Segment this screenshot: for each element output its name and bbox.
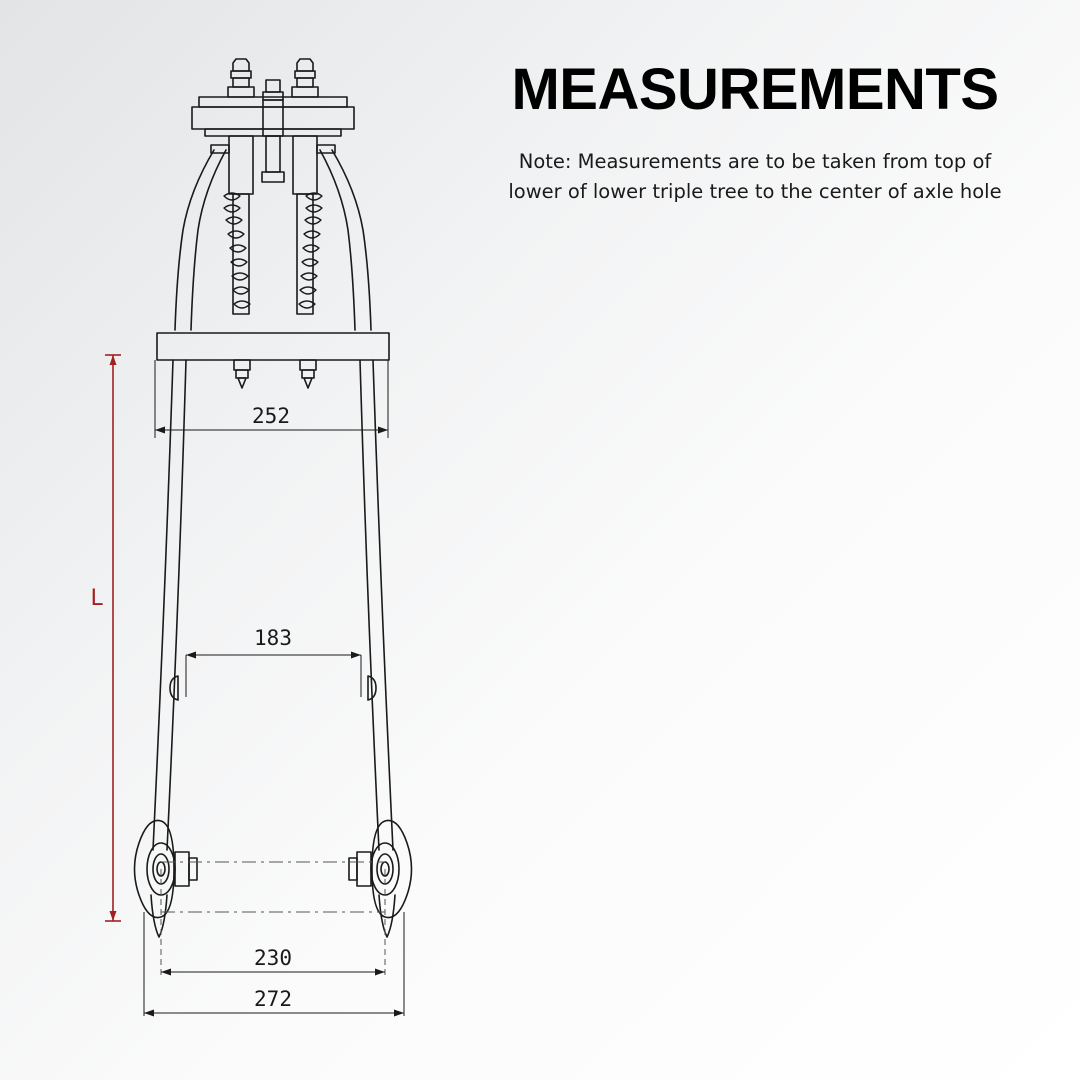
dim-length-L [105,355,121,921]
fork-technical-drawing [0,0,470,1080]
spring-left [224,193,250,308]
dim-label-230: 230 [254,946,292,970]
fork-shroud-right [317,145,371,330]
fork-drawing-svg [0,0,470,1080]
fork-shroud-left [175,145,229,330]
dim-label-183: 183 [254,626,292,650]
fork-bottom-right [379,895,395,937]
dim-label-272: 272 [254,987,292,1011]
fork-leg-left [153,360,186,850]
spring-right [299,193,322,308]
dim-183 [186,652,361,698]
fork-cap-right [292,59,318,97]
fork-drain-bolt-right [300,360,316,388]
measurement-note: Note: Measurements are to be taken from top of lower of lower triple tree to the center of axle hole [508,149,1002,204]
dim-label-252: 252 [252,404,290,428]
axle-centerline [161,862,385,912]
text-panel [470,57,1040,207]
lower-triple-tree [157,333,389,360]
fork-drain-bolt-left [234,360,250,388]
fork-cap-left [228,59,254,97]
page-title: MEASUREMENTS [511,57,999,122]
dim-label-length: L [90,586,104,611]
fork-bottom-left [151,895,167,937]
